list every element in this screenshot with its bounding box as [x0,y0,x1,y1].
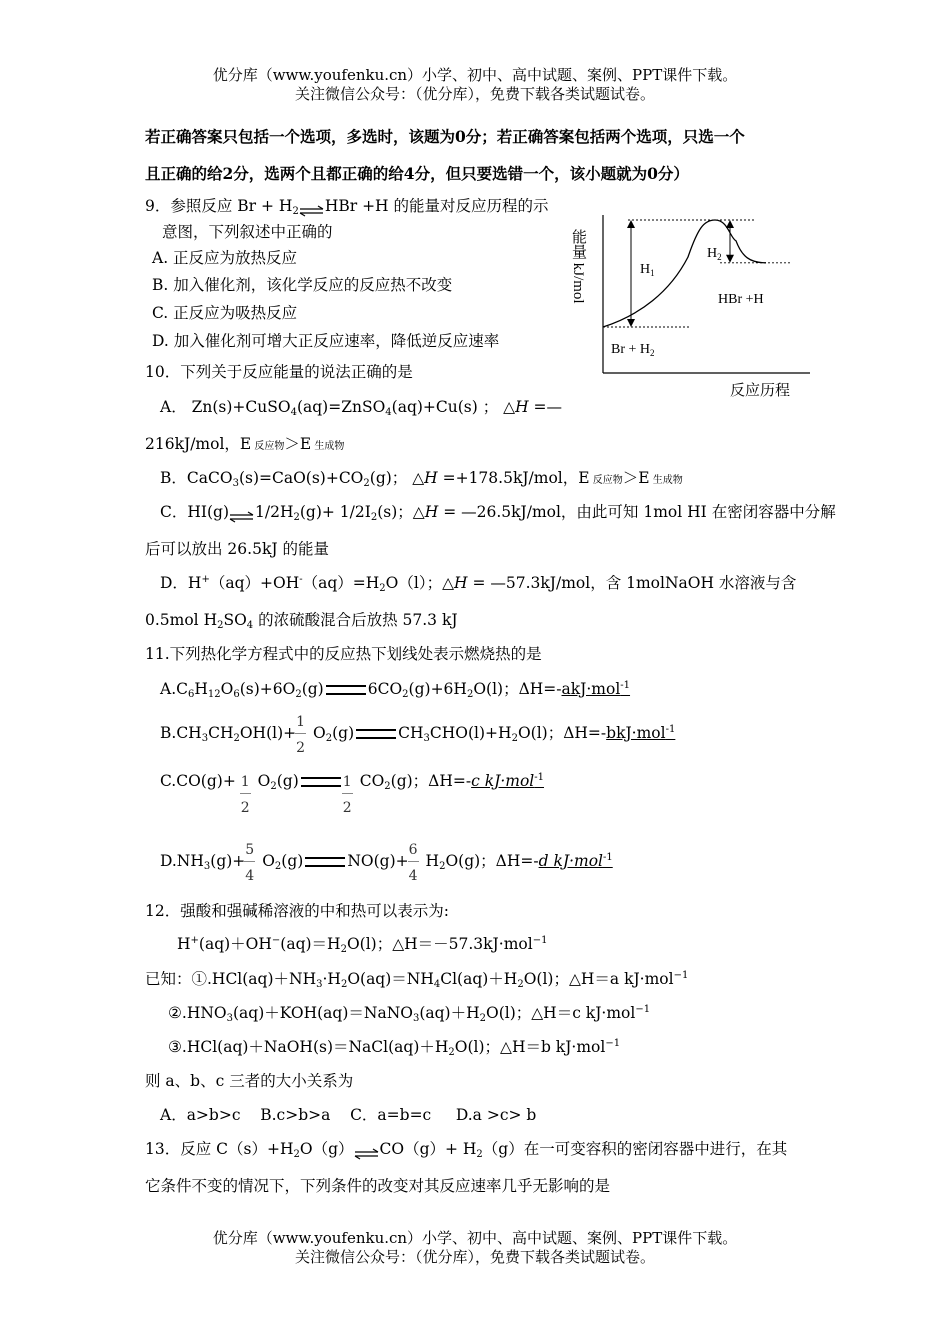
footer-line-1: 优分库（www.youfenku.cn）小学、初中、高中试题、案例、PPT课件下载。 [212,1229,738,1247]
q9-stem-text-b: HBr +H 的能量对反应历程的示 [324,197,549,215]
text: H [515,398,529,416]
sub: 2 [384,781,391,792]
text: d kJ·mol [538,852,603,870]
sub: 2 [363,478,370,489]
text: (g) [301,680,324,698]
sup: + [190,935,199,946]
text: O（l）；△ [385,574,454,592]
sub: 3 [203,861,211,872]
text: (aq)＝H [280,935,341,953]
text: （aq）=H [302,574,380,592]
q12-options: A．a>b>c B.c>b>a C．a=b=c D.a >c> b [160,1106,537,1124]
text: 1/2H [255,503,294,521]
sub: 12 [207,689,221,700]
q10-option-b [160,467,683,492]
text: H [420,852,440,870]
text: C．HI(g) [160,503,230,521]
q10-stem: 10．下列关于反应能量的说法正确的是 [145,363,413,381]
underlined-heat [562,680,631,698]
h1-arrow-head-bottom [627,319,635,327]
text: O(aq)＝NH [347,970,434,988]
sub: 2 [517,979,524,990]
text: (aq)=ZnSO [296,398,386,416]
sup: + [201,574,210,585]
sub: 3 [232,478,239,489]
fraction-bar [244,861,255,862]
q10-option-d-line-2 [145,609,458,631]
text: CO [354,772,385,790]
fraction [342,774,355,816]
sub: 2 [233,733,240,744]
text: NO(g)+ [347,852,409,870]
fraction [296,714,308,756]
instructions-line-2: 且正确的给2分，选两个且都正确的给4分，但只要选错一个，该小题就为0分） [145,164,689,183]
sub: 3 [201,733,209,744]
h2-label: $H_2$ [707,246,722,262]
sub: 2 [295,689,302,700]
text: (g)；ΔH=- [390,772,472,790]
equals-sign-icon [356,729,396,739]
text: (g) [276,772,299,790]
sub: 3 [412,1013,420,1024]
text: O(l)；ΔH=- [473,680,562,698]
sup: -1 [534,772,544,783]
text: 0.5mol H [145,611,218,629]
q12-equation [177,933,547,955]
text: OH(l)+ [239,724,297,742]
text: (g) [332,724,355,742]
fraction-bar [295,733,306,734]
equilibrium-arrow-icon [299,201,325,213]
q9-stem-line-1 [145,195,549,217]
q9-option-b: B. 加入催化剂，该化学反应的反应热不改变 [152,276,453,294]
sub: 4 [385,407,392,418]
h2-arrow-head-bottom [726,255,734,263]
text: (s)；△ [377,503,425,521]
text: ③.HCl(aq)＋NaOH(s)＝NaCl(aq)＋H [168,1038,449,1056]
text: O(l)；△H＝c kJ·mol [486,1004,636,1022]
sup: -1 [665,724,676,735]
text: CO（g）+ H [379,1140,477,1158]
text: A． Zn(s)+CuSO [160,398,291,416]
numerator: 1 [342,774,352,790]
q10-option-c-line-2: 后可以放出 26.5kJ 的能量 [145,540,329,558]
header-line-2: 关注微信公众号：（优分库），免费下载各类试题试卷。 [294,85,655,103]
text: ②.HNO [168,1004,227,1022]
q12-question: 则 a、b、c 三者的大小关系为 [145,1072,354,1090]
text: 已知：①.HCl(aq)＋NH [145,970,317,988]
underlined-heat [539,852,613,870]
text: H [454,574,468,592]
q12-known-3 [168,1036,620,1058]
sub: 2 [439,861,446,872]
numerator: 1 [296,714,306,730]
text: B．CaCO [160,469,233,487]
sup: −1 [532,935,548,946]
text: 13．反应 C（s）+H [145,1140,294,1158]
q13-stem-line-1 [145,1138,787,1160]
equals-sign-icon [326,685,366,695]
q9-option-a: A. 正反应为放热反应 [152,249,298,267]
footer-line-2: 关注微信公众号：（优分库），免费下载各类试题试卷。 [294,1248,655,1266]
sub: 6 [187,689,195,700]
sub: 2 [293,1149,300,1160]
text: CH [398,724,424,742]
text: O(l)；△H＝－57.3kJ·mol [346,935,533,953]
q9-stem-text-a: 9．参照反应 Br + H [145,197,293,215]
sub: 4 [290,407,297,418]
text: （g）在一可变容积的密闭容器中进行，在其 [482,1140,788,1158]
reactants-label: $Br + H_2$ [611,342,655,358]
text: (g)+ [210,852,246,870]
text: bkJ·mol [606,724,666,742]
text: H [177,935,191,953]
fraction [240,774,253,816]
text: ＞E [284,435,312,453]
text: 反应物 [589,475,623,486]
text: (s)=CaO(s)+CO [238,469,364,487]
q10-option-c-line-1 [160,501,836,523]
numerator: 6 [408,842,418,858]
sup: − [271,935,281,946]
text: (g)； △ [369,469,425,487]
page-header [0,66,950,104]
sub: 2 [340,979,348,990]
text: O [252,772,271,790]
denominator: 2 [342,800,352,816]
fraction-bar [408,861,419,862]
y-axis-label: 能量 kJ/mol [570,229,586,304]
q13-stem-line-2: 它条件不变的情况下，下列条件的改变对其反应速率几乎无影响的是 [145,1177,611,1195]
text: H [424,503,439,521]
text: O（g） [299,1140,354,1158]
equilibrium-arrow-icon [354,1144,380,1156]
fraction-bar [342,793,353,794]
sub: 2 [511,733,518,744]
text: (aq)＋KOH(aq)＝NaNO [232,1004,413,1022]
fraction [245,842,257,884]
sub: 2 [448,1047,455,1058]
q9-stem-line-2: 意图，下列叙述中正确的 [162,223,333,241]
text: c kJ·mol [471,772,535,790]
text: (aq)＋H [419,1004,480,1022]
sub: 2 [293,512,300,523]
sub: 4 [433,979,441,990]
q11-stem: 11.下列热化学方程式中的反应热下划线处表示燃烧热的是 [145,645,542,663]
denominator: 4 [245,868,255,884]
sub: 3 [316,979,323,990]
text: O(l)；△H＝b kJ·mol [454,1038,606,1056]
text: D．H [160,574,202,592]
text: (g) [281,852,304,870]
sub: 2 [270,781,277,792]
equals-sign-icon [305,857,345,867]
sub: 2 [466,689,474,700]
x-axis-label: 反应历程 [730,383,791,399]
text: CHO(l)+H [429,724,512,742]
sub: 2 [402,689,409,700]
sub: 4 [246,620,254,631]
text: (aq)＋OH [198,935,272,953]
text: ＞E [622,469,650,487]
instructions-line-1: 若正确答案只包括一个选项，多选时，该题为0分；若正确答案包括两个选项，只选一个 [145,127,745,146]
sub: 6 [233,689,240,700]
text: SO [223,611,247,629]
text: = —57.3kJ/mol，含 1molNaOH 水溶液与含 [467,574,797,592]
q12-known-2 [168,1002,650,1024]
underlined-heat [606,724,675,742]
numerator: 1 [240,774,250,790]
text: akJ·mol [561,680,621,698]
q11-option-a [160,678,630,700]
text: A.C [160,680,188,698]
sub: 2 [340,944,347,955]
sup: -1 [620,680,631,691]
sub: 2 [370,512,378,523]
fraction [408,842,421,884]
sub: 2 [476,1149,483,1160]
text: = —26.5kJ/mol，由此可知 1mol HI 在密闭容器中分解 [438,503,836,521]
text: B.CH [160,724,202,742]
text: (g)+ 1/2I [299,503,371,521]
sub: 2 [325,733,333,744]
numerator: 5 [245,842,255,858]
denominator: 2 [240,800,250,816]
sub: 2 [379,583,386,594]
q10-option-a-line-1 [160,396,562,418]
sup: −1 [635,1004,651,1015]
h1-label: $H_1$ [640,262,655,278]
q10-option-d-line-1 [160,572,796,594]
text: D.NH [160,852,204,870]
header-line-1: 优分库（www.youfenku.cn）小学、初中、高中试题、案例、PPT课件下载。 [212,66,738,84]
underlined-heat [471,772,544,790]
equals-sign-icon [301,777,341,787]
q12-stem: 12．强酸和强碱稀溶液的中和热可以表示为: [145,902,449,920]
q9-sub: 2 [292,206,299,217]
text: (g)+6H [408,680,467,698]
text: (s)+6O [239,680,296,698]
text: 的浓硫酸混合后放热 57.3 kJ [253,611,458,629]
text: O [220,680,234,698]
denominator: 4 [408,868,418,884]
q11-option-d [160,842,613,884]
text: Cl(aq)＋H [440,970,518,988]
text: O(l)；△H＝a kJ·mol [523,970,674,988]
text: (aq)+Cu(s) ； △ [391,398,516,416]
sub: 2 [274,861,282,872]
text: =— [528,398,563,416]
text: 反应物 [251,441,285,452]
text: 生成物 [649,475,683,486]
text: O [257,852,275,870]
text: H [424,469,438,487]
text: 生成物 [311,441,345,452]
text: H [194,680,208,698]
q12-known-1 [145,968,688,990]
text: O [308,724,326,742]
sub: 2 [217,620,224,631]
text: O(g)；ΔH=- [445,852,539,870]
sup: -1 [602,852,613,863]
equilibrium-arrow-icon [229,507,255,519]
sub: 2 [479,1013,486,1024]
text: O(l)；ΔH=- [517,724,607,742]
products-label: HBr +H [718,292,764,307]
q10-option-a-line-2 [145,433,344,458]
q11-option-c [160,770,544,816]
page-footer [0,1229,950,1267]
text: CH [208,724,234,742]
text: （aq）+OH [209,574,300,592]
h2-arrow-head-top [726,220,734,228]
sup: - [299,574,303,585]
sup: −1 [673,970,689,981]
q11-option-b [160,714,676,756]
denominator: 2 [296,740,306,756]
fraction-bar [240,793,251,794]
sub: 3 [226,1013,233,1024]
energy-curve [603,220,766,327]
text: C.CO(g)+ [160,772,241,790]
q9-option-c: C. 正反应为吸热反应 [152,304,298,322]
h1-arrow-head-top [627,220,635,228]
sub: 3 [423,733,430,744]
text: 216kJ/mol，E [145,435,252,453]
text: 6CO [367,680,403,698]
energy-diagram [570,205,820,405]
text: =+178.5kJ/mol，E [437,469,590,487]
q9-option-d: D. 加入催化剂可增大正反应速率，降低逆反应速率 [152,332,500,350]
text: ·H [322,970,341,988]
sup: −1 [605,1038,621,1049]
